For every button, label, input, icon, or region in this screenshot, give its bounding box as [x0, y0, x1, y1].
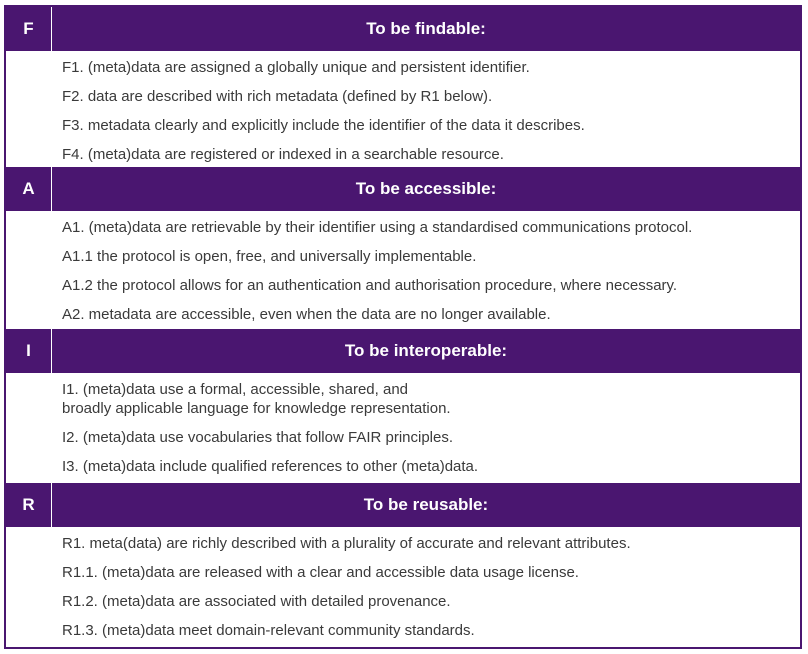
fair-principles-table — [4, 5, 802, 649]
section-title: To be findable: — [366, 19, 486, 38]
principle-item: I1. (meta)data use a formal, accessible, shared, and broadly applicable language for knowledge representation. — [62, 381, 451, 417]
principle-item: A1.1 the protocol is open, free, and universally implementable. — [62, 248, 477, 265]
section-title: To be reusable: — [363, 495, 489, 514]
section-body-findable — [6, 51, 800, 167]
principle-item: R1. meta(data) are richly described with a plurality of accurate and relevant attributes. — [62, 535, 631, 552]
principle-item: A1.2 the protocol allows for an authentication and authorisation procedure, where necessary. — [62, 277, 678, 294]
principle-item: F1. (meta)data are assigned a globally unique and persistent identifier. — [62, 59, 530, 76]
section-header-findable — [6, 7, 800, 51]
section-header-accessible — [6, 167, 800, 211]
section-body-accessible — [6, 211, 800, 329]
section-title: To be interoperable: — [344, 341, 508, 360]
principle-item: F2. data are described with rich metadata (defined by R1 below). — [62, 88, 493, 105]
section-body-interoperable — [6, 373, 800, 483]
section-body-reusable — [6, 527, 800, 640]
principle-item: A2. metadata are accessible, even when the data are no longer available. — [62, 306, 551, 323]
section-title: To be accessible: — [355, 179, 497, 198]
principle-item: I3. (meta)data include qualified references to other (meta)data. — [62, 458, 479, 475]
principle-item: A1. (meta)data are retrievable by their identifier using a standardised communications protocol. — [62, 219, 693, 236]
principle-item: F4. (meta)data are registered or indexed in a searchable resource. — [62, 146, 504, 163]
section-letter: A — [6, 167, 52, 211]
section-header-interoperable — [6, 329, 800, 373]
section-letter: F — [6, 7, 52, 51]
section-letter: R — [6, 483, 52, 527]
principle-item: R1.1. (meta)data are released with a clear and accessible data usage license. — [62, 564, 579, 581]
section-header-reusable — [6, 483, 800, 527]
principle-item: R1.3. (meta)data meet domain-relevant community standards. — [62, 622, 475, 639]
section-letter: I — [6, 329, 52, 373]
principle-item: F3. metadata clearly and explicitly include the identifier of the data it describes. — [62, 117, 585, 134]
principle-item: I2. (meta)data use vocabularies that follow FAIR principles. — [62, 429, 454, 446]
principle-item: R1.2. (meta)data are associated with detailed provenance. — [62, 593, 451, 610]
